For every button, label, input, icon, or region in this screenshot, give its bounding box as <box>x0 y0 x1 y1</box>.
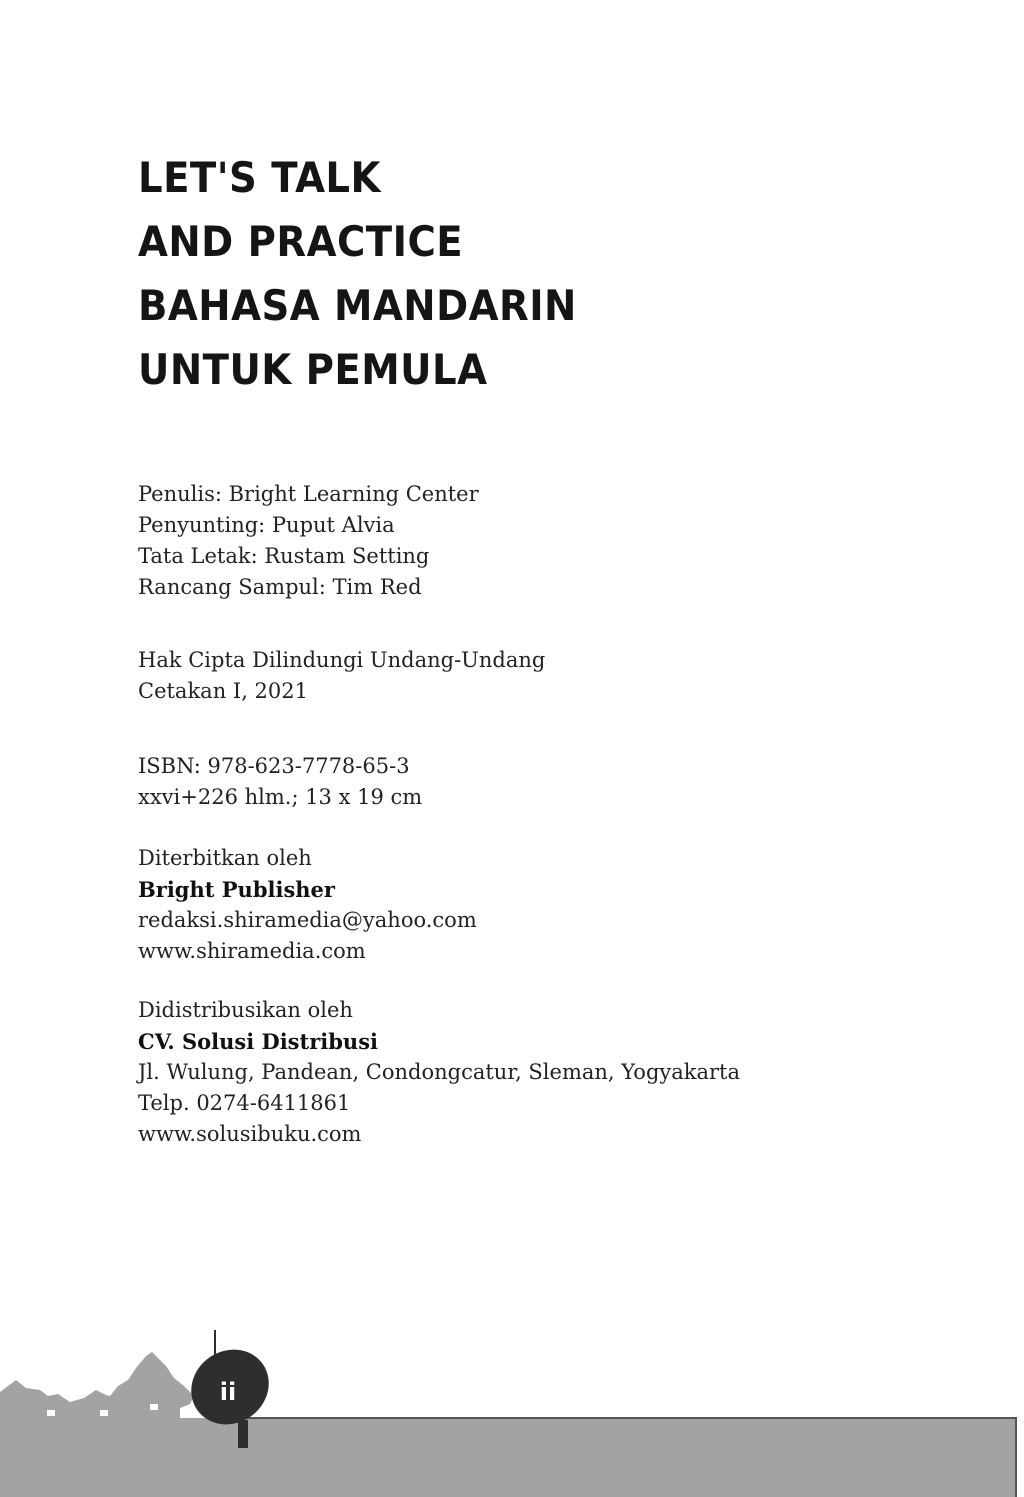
distributor-address: Jl. Wulung, Pandean, Condongcatur, Sleman, Yogyakarta <box>138 1060 741 1084</box>
footer-band <box>0 1418 1016 1497</box>
editor-credit: Penyunting: Puput Alvia <box>138 513 395 537</box>
title-line-2: AND PRACTICE <box>138 217 464 266</box>
edition-info: Cetakan I, 2021 <box>138 679 308 703</box>
cover-credit: Rancang Sampul: Tim Red <box>138 575 422 599</box>
title-line-4: UNTUK PEMULA <box>138 345 488 394</box>
publisher-section <box>138 843 938 967</box>
distributor-section <box>138 995 938 1150</box>
isbn-number: ISBN: 978-623-7778-65-3 <box>138 754 410 778</box>
writer-credit: Penulis: Bright Learning Center <box>138 482 479 506</box>
page-number: ii <box>219 1378 237 1406</box>
publisher-website: www.shiramedia.com <box>138 939 366 963</box>
isbn-section <box>138 751 938 813</box>
title-line-3: BAHASA MANDARIN <box>138 281 577 330</box>
distributor-website: www.solusibuku.com <box>138 1122 362 1146</box>
publisher-email: redaksi.shiramedia@yahoo.com <box>138 908 477 932</box>
layout-credit: Tata Letak: Rustam Setting <box>138 544 430 568</box>
publisher-name: Bright Publisher <box>138 877 335 902</box>
book-title <box>138 146 838 402</box>
footer-decoration <box>0 1330 1024 1497</box>
copyright-notice: Hak Cipta Dilindungi Undang-Undang <box>138 648 546 672</box>
page-info: xxvi+226 hlm.; 13 x 19 cm <box>138 785 423 809</box>
pagoda-silhouette-icon <box>0 1330 1024 1497</box>
distributor-name: CV. Solusi Distribusi <box>138 1029 378 1054</box>
lantern-tassel <box>238 1420 248 1448</box>
credits-section <box>138 479 938 603</box>
publisher-label: Diterbitkan oleh <box>138 846 312 870</box>
title-line-1: LET'S TALK <box>138 153 381 202</box>
distributor-label: Didistribusikan oleh <box>138 998 353 1022</box>
distributor-phone: Telp. 0274-6411861 <box>138 1091 351 1115</box>
copyright-section <box>138 645 938 707</box>
